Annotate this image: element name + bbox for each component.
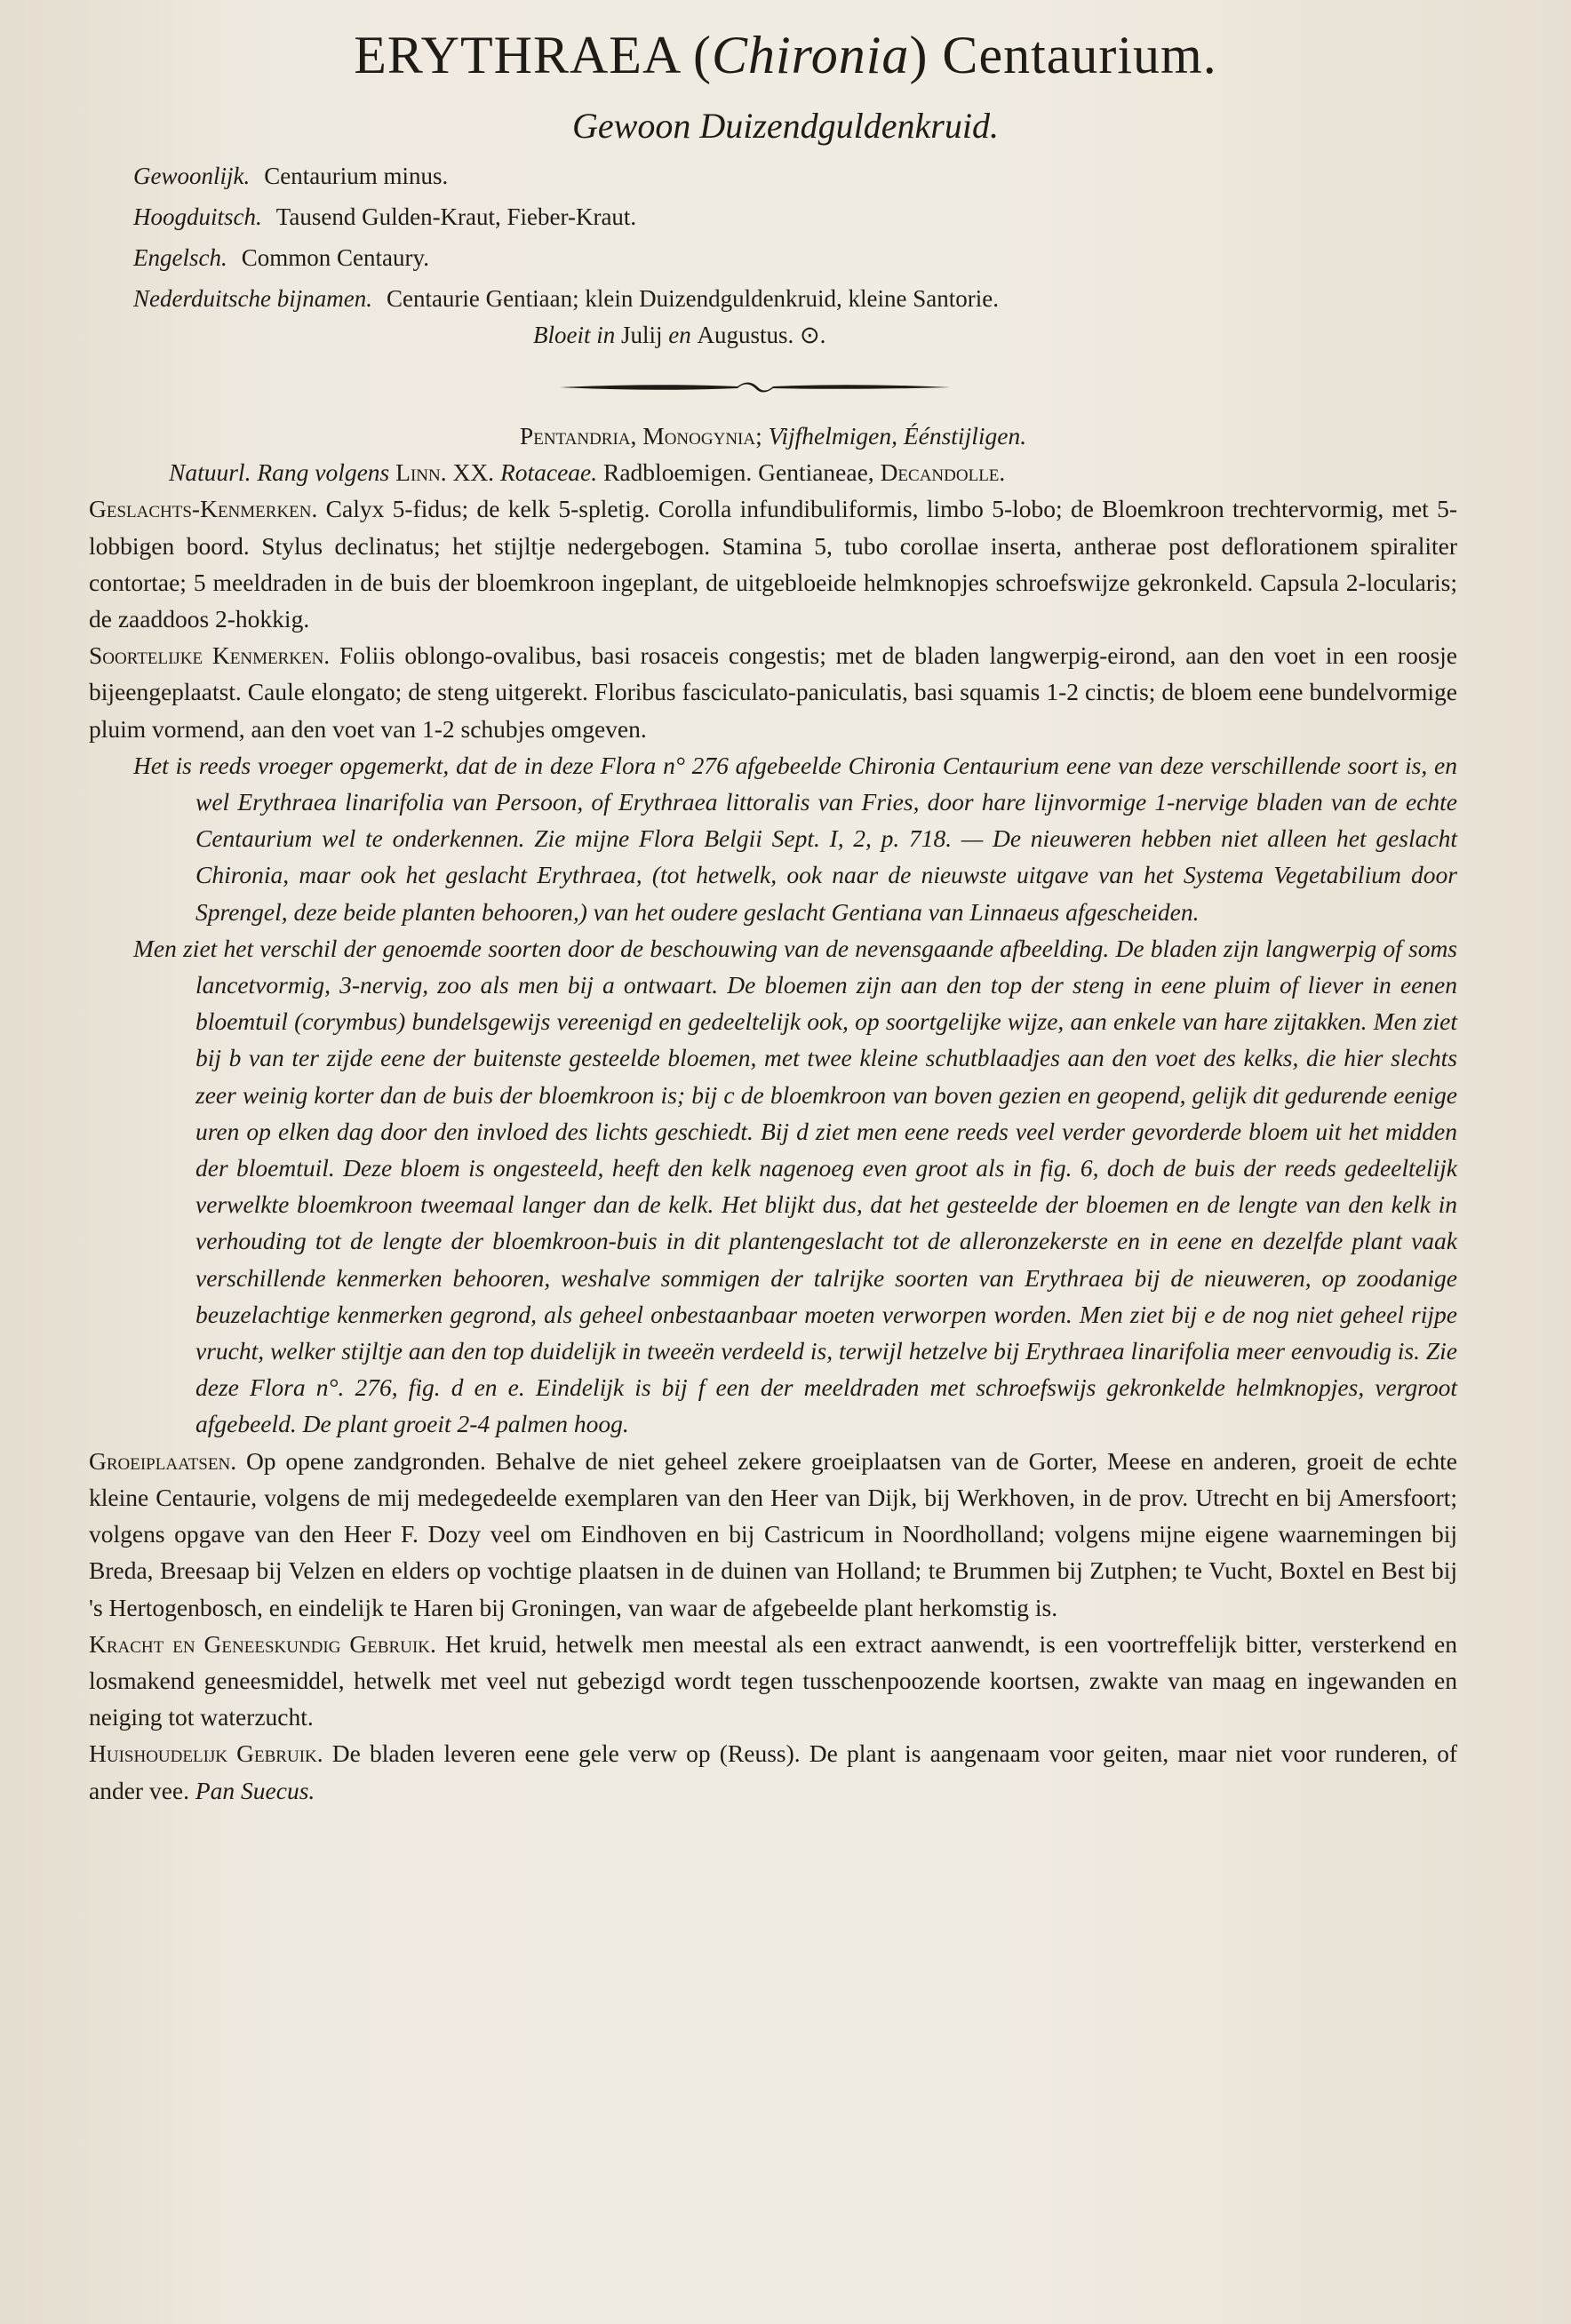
name-row [133,285,999,326]
name-label: Engelsch. [133,244,227,271]
section-text: Foliis oblongo-ovalibus, basi rosaceis congestis; met de bladen langwerpig-eirond, aan den voet in een roosje bijeengeplaatst. Caule elongato; de steng uitgerekt. Floribus fasciculato-paniculatis, basi squamis 1-2 cinctis; de bloem eene bundelvormige pluim vormend, aan den voet van 1-2 schubjes omgeven. [89,641,1457,743]
name-value: Centaurie Gentiaan; klein Duizendguldenkruid, kleine Santorie. [386,285,999,312]
flowering-time [533,322,825,349]
species-characters [89,637,1457,747]
name-value: Common Centaury. [241,244,429,271]
bloei-text: Bloeit in [533,322,616,348]
section-text: Calyx 5-fidus; de kelk 5-spletig. Corolla infundibuliformis, limbo 5-lobo; de Bloemkroon trechtervormig, met 5-lobbigen boord. Stylus declinatus; het stijltje nedergebogen. Stamina 5, tubo corollae inserta, antherae post deflorationem spiraliter contortae; 5 meeldraden in de buis der bloemkroon ingeplant, de uitgebloeide helmknopjes schroefswijze gekronkeld. Capsula 2-locularis; de zaaddoos 2-hokkig. [89,495,1457,633]
citation: Pan Suecus. [195,1776,315,1804]
section-heading: Kracht en Geneeskundig Gebruik. [89,1629,436,1658]
medicinal-section [89,1626,1457,1736]
natural-rank-line [89,454,1457,490]
title-genus: ERYTHRAEA ( [354,26,712,84]
rang-order: Rotaceae. [499,458,598,487]
section-heading: Huishoudelijk Gebruik. [89,1739,323,1768]
ornamental-rule [560,375,951,400]
section-heading: Geslachts-Kenmerken. [89,495,318,523]
genus-characters [89,490,1457,637]
title-species: ) Centaurium. [909,26,1217,84]
rang-author: Decandolle. [880,458,1006,487]
rang-label: Natuurl. Rang volgens [169,458,390,487]
name-label: Gewoonlijk. [133,163,251,189]
main-text [89,418,1457,1809]
section-text: Op opene zandgronden. Behalve de niet geheel zekere groeiplaatsen van de Gorter, Meese en anderen, groeit de echte kleine Centaurie, volgens de mij medegedeelde exemplaren van den Heer van Dijk, bij Werkhoven, in de prov. Utrecht en bij Amersfoort; volgens opgave van den Heer F. Dozy veel om Eindhoven en bij Castricum in Noordholland; volgens mijne eigene waarnemingen bij Breda, Breesaap bij Velzen en elders op vochtige plaatsen in de duinen van Holland; te Brummen bij Zutphen; te Vucht, Boxtel en Best bij 's Hertogenbosch, en eindelijk te Haren bij Groningen, van waar de afgebeelde plant herkomstig is. [89,1446,1458,1621]
name-row [133,163,999,203]
title-synonym: Chironia [711,26,910,84]
bloei-month: Augustus. [697,322,794,348]
name-label: Nederduitsche bijnamen. [133,285,372,312]
rang-family: Radbloemigen. Gentianeae, [603,458,874,487]
name-row [133,244,999,285]
page-subtitle: Gewoon Duizendguldenkruid. [572,106,999,146]
name-value: Centaurium minus. [264,163,449,189]
rang-linn: Linn. XX. [395,458,495,487]
section-heading: Soortelijke Kenmerken. [89,641,331,670]
note-paragraph: Het is reeds vroeger opgemerkt, dat de in deze Flora n° 276 afgebeelde Chironia Centaurium eene van deze verschillende soort is, en wel Erythraea linarifolia van Persoon, of Erythraea littoralis van Fries, door hare lijnvormige 1-nervige bladen van de echte Centaurium wel te onderkennen. Zie mijne Flora Belgii Sept. I, 2, p. 718. — De nieuweren hebben niet alleen het geslacht Chironia, maar ook het geslacht Erythraea, (tot hetwelk, ook naar de nieuwste uitgave van het Systema Vegetabilium door Sprengel, deze beide planten behooren,) van het oudere geslacht Gentiana van Linnaeus afgescheiden. [133,751,1457,926]
section-text: Het kruid, hetwelk men meestal als een extract aanwendt, is een voortreffelijk bitter, versterkend en losmakend geneesmiddel, hetwelk met veel nut gebezigd wordt tegen tusschenpoozende koortsen, zwakte van maag en ingewanden en neiging tot waterzucht. [89,1629,1457,1731]
page-title [0,25,1571,86]
note-paragraph: Men ziet het verschil der genoemde soorten door de beschouwing van de nevensgaande afbeelding. De bladen zijn langwerpig of soms lancetvormig, 3-nervig, zoo als men bij a ontwaart. De bloemen zijn aan den top der steng in eene pluim of liever in eenen bloemtuil (corymbus) bundelsgewijs vereenigd en gedeeltelijk ook, op soortgelijke wijze, aan enkele van hare zijtakken. Men ziet bij b van ter zijde eene der buitenste gesteelde bloemen, met twee kleine schutblaadjes aan den voet des kelks, die hier slechts zeer weinig korter dan de buis der bloemkroon is; bij c de bloemkroon van boven gezien en geopend, gelijk dit gedurende eenige uren op elken dag door den invloed des lichts geschiedt. Bij d ziet men eene reeds veel verder gevorderde bloem uit het midden der bloemtuil. Deze bloem is ongesteeld, heeft den kelk nagenoeg even groot als in fig. 6, doch de buis der reeds gedeeltelijk verwelkte bloemkroon tweemaal langer dan de kelk. Het blijkt dus, dat het gesteelde der bloemen en de lengte van den kelk in verhouding tot de lengte der bloemkroon-buis in dit plantengeslacht tot de alleronzekerste en in eene en dezelfde plant vaak verschillende kenmerken behooren, weshalve sommigen der talrijke soorten van Erythraea bij de nieuweren, op zoodanige beuzelachtige kenmerken gegrond, als geheel onbestaanbaar moeten verworpen worden. Men ziet bij e de nog niet geheel rijpe vrucht, welker stijltje aan den top duidelijk in tweeën verdeeld is, terwijl hetzelve bij Erythraea linarifolia meer eenvoudig is. Zie deze Flora n°. 276, fig. d en e. Eindelijk is bij f een der meeldraden met schroefswijs gekronkelde helmknopjes, vergroot afgebeeld. De plant groeit 2-4 palmen hoog. [133,934,1457,1438]
vernacular-names [133,163,999,326]
annual-symbol: ⊙. [800,322,826,348]
name-row [133,203,999,244]
section-text: De bladen leveren eene gele verw op (Reuss). De plant is aangenaam voor geiten, maar niet voor runderen, of ander vee. [89,1739,1457,1804]
classis-latin: Pentandria, Monogynia; [519,422,762,450]
classis-dutch: Vijfhelmigen, Éénstijligen. [768,422,1027,450]
name-value: Tausend Gulden-Kraut, Fieber-Kraut. [275,203,637,230]
bloei-month: Julij [620,322,663,348]
name-label: Hoogduitsch. [133,203,262,230]
habitat-section [89,1443,1457,1626]
section-heading: Groeiplaatsen. [89,1446,237,1475]
household-section [89,1735,1457,1808]
classification-line [89,418,1457,454]
bloei-text: en [668,322,691,348]
